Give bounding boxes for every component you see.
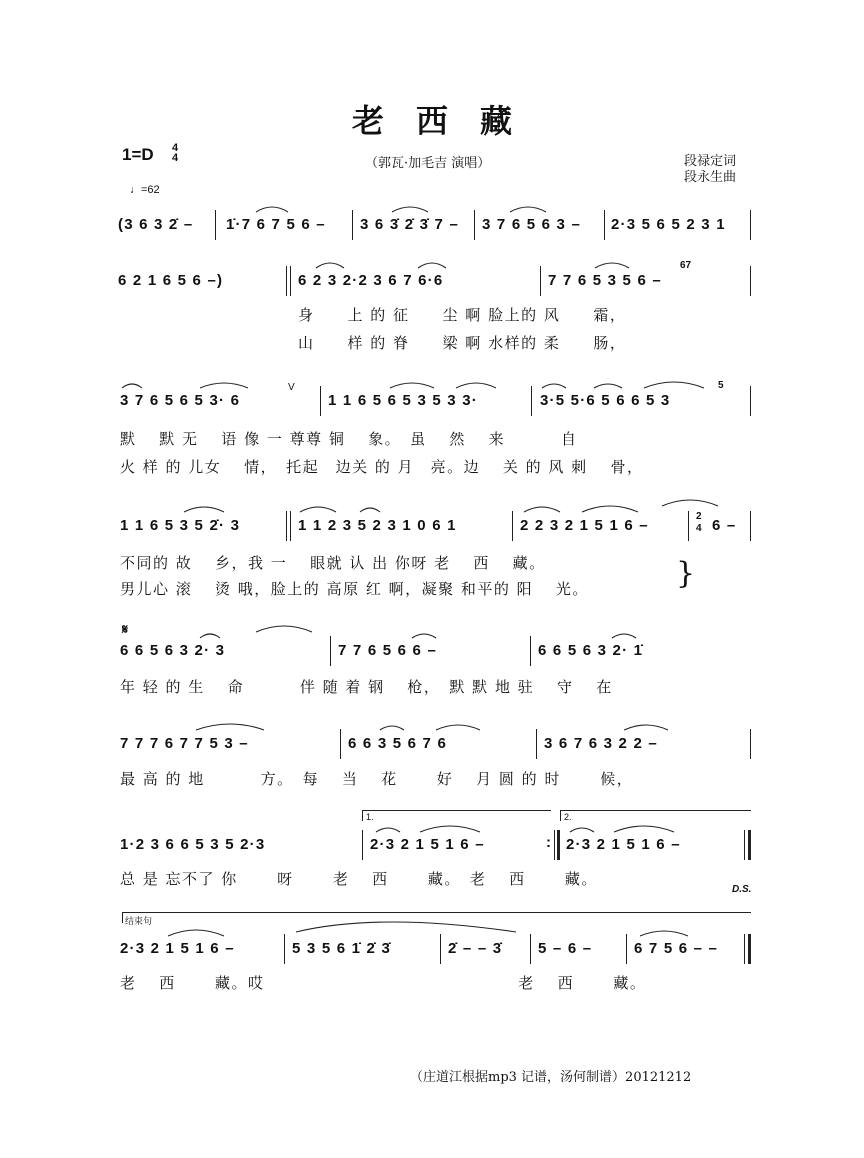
slur [614, 826, 674, 832]
measure: 3·5 5·6 5 6 6 5 3 [540, 392, 671, 409]
slur [296, 922, 516, 932]
slur [524, 507, 560, 512]
singer-credit: （郭瓦·加毛吉 演唱） [365, 156, 491, 171]
measure: 6 2 3 2·2 3 6 7 6·6 [298, 272, 444, 289]
tempo-marking: ♩=62 [130, 184, 160, 196]
slur [594, 384, 622, 388]
slur [570, 828, 594, 832]
grace-note: 5 [718, 380, 724, 391]
slur [595, 263, 629, 268]
measure: 2·3 2 1 5 1 6 – [120, 940, 235, 957]
meter-bottom: 4 [696, 523, 702, 534]
measure: 7 7 6 5 3 5 6 – [548, 272, 662, 289]
slur [196, 724, 264, 730]
slur [122, 384, 142, 388]
slur [456, 383, 496, 388]
measure: 1 1 2 3 5 2 3 1 0 6 1 [298, 517, 457, 534]
lyric-verse-1: 总 是 忘不了 你 呀 老 西 藏。 老 西 藏。 [120, 870, 598, 888]
slur [300, 507, 336, 512]
slur [200, 634, 220, 638]
measure: 2·3 2 1 5 1 6 – [566, 836, 681, 853]
slur [510, 207, 546, 212]
measure: (3 6 3 2̇ – [118, 216, 194, 233]
slur [168, 930, 224, 936]
time-signature-top: 4 [172, 142, 179, 154]
dal-segno: D.S. [732, 884, 752, 895]
grace-notes: 67 [680, 260, 692, 271]
slur [662, 500, 718, 506]
slur [380, 726, 404, 730]
measure: 6 2 1 6 5 6 –) [118, 272, 224, 289]
slur [624, 725, 668, 730]
coda-label: 结束句 [125, 916, 153, 926]
time-signature-bottom: 4 [172, 152, 179, 164]
slur [412, 634, 436, 638]
lyric-verse-1: 默 默 无 语 像 一 尊尊 铜 象。 虽 然 来 自 [120, 430, 578, 448]
measure: 6 6 5 6 3 2· 3 [120, 642, 226, 659]
lyric-verse-2: 火 样 的 儿女 情， 托起 边关 的 月 亮。边 关 的 风 刺 骨， [120, 458, 644, 476]
breath-mark: V [288, 382, 295, 393]
lyric-verse-1: 不同的 故 乡，我 一 眼就 认 出 你呀 老 西 藏。 [120, 554, 546, 572]
measure: 2·3 5 6 5 2 3 1 [611, 216, 726, 233]
lyric-verse-1: 身 上 的 征 尘 啊 脸上的 风 霜， [298, 306, 627, 324]
slur [360, 508, 380, 512]
meter-top: 2 [696, 511, 702, 522]
slur [640, 931, 688, 936]
lyric-verse-1: 老 西 藏。哎 老 西 藏。 [120, 974, 647, 992]
volta-2-label: 2. [564, 812, 572, 822]
slur [542, 384, 566, 388]
measure: 3 6 3̇ 2̇ 3̇ 7 – [360, 216, 460, 233]
measure: 1̇·7 6 7 5 6 – [226, 216, 326, 233]
measure: 2·3 2 1 5 1 6 – [370, 836, 485, 853]
slur [420, 826, 480, 832]
lyric-verse-2: 男儿心 滚 烫 哦，脸上的 高原 红 啊，凝聚 和平的 阳 光。 [120, 580, 589, 598]
measure: 7 7 6 5 6 6 – [338, 642, 438, 659]
song-title: 老 西 藏 [351, 102, 512, 140]
lyric-verse-1: 最 高 的 地 方。 每 当 花 好 月 圆 的 时 候， [120, 770, 634, 788]
slur [256, 626, 312, 632]
measure: 5 3 5 6 1̇ 2̇ 3̇ [292, 940, 392, 957]
measure: 6 – [712, 517, 737, 534]
measure: 1 1 6 5 3 5 2̇· 3 [120, 517, 241, 534]
slur [200, 383, 248, 388]
slur [316, 263, 344, 268]
lyric-verse-1: 年 轻 的 生 命 伴 随 着 钢 枪， 默 默 地 驻 守 在 [120, 678, 613, 696]
slur [390, 383, 434, 388]
measure: 1 1 6 5 6 5 3 5 3 3· [328, 392, 478, 409]
measure: 5 – 6 – [538, 940, 593, 957]
measure: 1·2 3 6 6 5 3 5 2·3 [120, 836, 266, 853]
slur [644, 382, 704, 388]
slur [612, 634, 636, 638]
composer-credit: 段永生曲 [684, 170, 737, 185]
repeat-dots: : [546, 834, 553, 851]
slur [418, 263, 446, 268]
slur [582, 506, 638, 512]
slur [436, 725, 480, 730]
slur [376, 828, 400, 832]
measure: 6 7 5 6 – – [634, 940, 719, 957]
measure: 6 6 3 5 6 7 6 [348, 735, 448, 752]
lyric-verse-2: 山 样 的 脊 梁 啊 水样的 柔 肠， [298, 334, 627, 352]
brace-symbol: } [676, 556, 696, 591]
lyricist-credit: 段禄定词 [684, 154, 737, 169]
measure: 3 6 7 6 3 2 2 – [544, 735, 658, 752]
slur [392, 207, 428, 212]
measure: 7 7 7 6 7 7 5 3 – [120, 735, 249, 752]
volta-1-label: 1. [366, 812, 374, 822]
key-signature: 1=D [122, 145, 154, 164]
measure: 2̇ – – 3̇ [448, 940, 503, 957]
measure: 3 7 6 5 6 3 – [482, 216, 582, 233]
segno-sign: 𝄋 [122, 622, 129, 638]
transcription-credit: （庄道江根据mp3 记谱，汤何制谱）20121212 [410, 1070, 692, 1085]
measure: 6 6 5 6 3 2· 1̇ [538, 642, 644, 659]
slur [256, 207, 288, 212]
slur [184, 507, 224, 512]
measure: 2 2 3 2 1 5 1 6 – [520, 517, 649, 534]
measure: 3 7 6 5 6 5 3· 6 [120, 392, 241, 409]
